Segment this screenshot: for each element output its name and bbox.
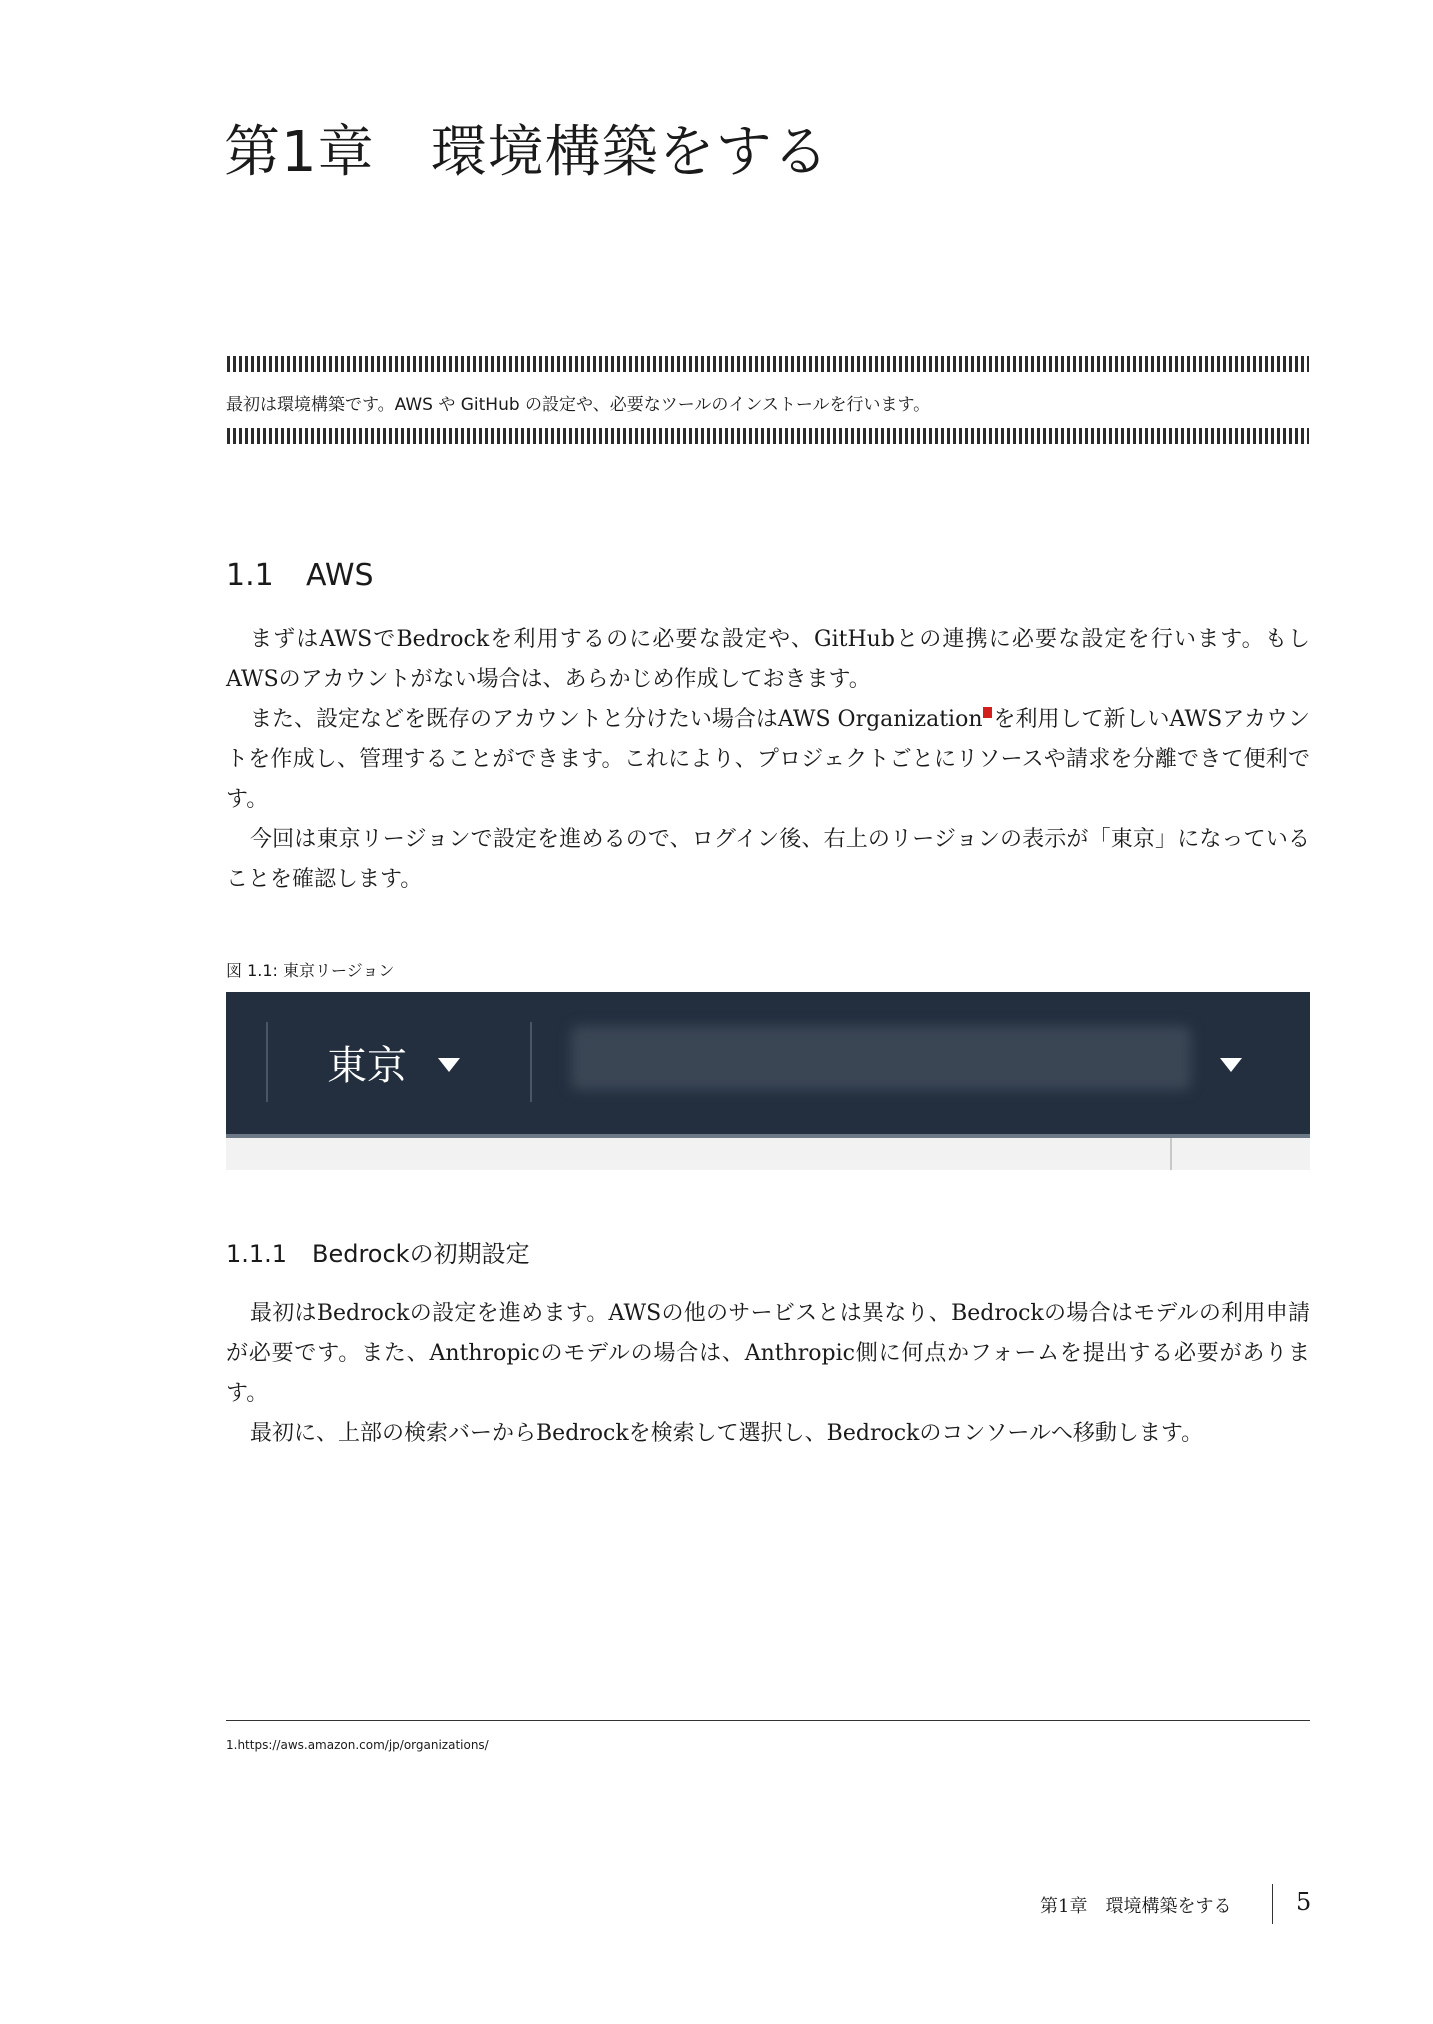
subsection-body (226, 1294, 1310, 1454)
footnote-link[interactable]: 1.https://aws.amazon.com/jp/organizations/ (226, 1738, 489, 1752)
blurred-account-info (571, 1026, 1191, 1090)
paragraph: 今回は東京リージョンで設定を進めるので、ログイン後、右上のリージョンの表示が「東京」になっていることを確認します。 (226, 827, 1310, 892)
chapter-name: 環境構築をする (430, 120, 830, 185)
divider (1272, 1884, 1273, 1924)
divider (266, 1022, 268, 1102)
section-heading (226, 558, 374, 593)
footnote-rule (226, 1720, 1310, 1721)
subsection-heading (226, 1234, 530, 1269)
paragraph: 最初に、上部の検索バーからBedrockを検索して選択し、Bedrockのコンソールへ移動します。 (250, 1421, 1204, 1446)
subsection-title: Bedrockの初期設定 (312, 1240, 530, 1268)
abstract-bottom-rule (227, 428, 1309, 444)
abstract-top-rule (227, 356, 1309, 372)
chevron-down-icon (1220, 1058, 1242, 1072)
figure-caption: 図 1.1: 東京リージョン (226, 961, 395, 980)
region-selector-label: 東京 (327, 1043, 407, 1089)
paragraph: まずはAWSでBedrockを利用するのに必要な設定や、GitHubとの連携に必要な設定を行います。もしAWSのアカウントがない場合は、あらかじめ作成しておきます。 (226, 627, 1310, 692)
chapter-number: 第1章 (224, 120, 375, 185)
running-title: 第1章 環境構築をする (1040, 1896, 1232, 1917)
subsection-number: 1.1.1 (226, 1240, 288, 1268)
paragraph: 最初はBedrockの設定を進めます。AWSの他のサービスとは異なり、Bedrockの場合はモデルの利用申請が必要です。また、Anthropicのモデルの場合は、Anthropic側に何点かフォームを提出する必要があります。 (226, 1301, 1310, 1406)
chapter-title (224, 108, 830, 188)
region-screenshot-figure (226, 992, 1310, 1170)
divider (530, 1022, 532, 1102)
section-number: 1.1 (226, 558, 274, 593)
divider (1170, 1138, 1172, 1170)
chevron-down-icon (438, 1058, 460, 1072)
section-title: AWS (306, 558, 374, 593)
console-subbar (226, 1134, 1310, 1170)
page-number: 5 (1296, 1888, 1312, 1916)
footnote-marker-icon[interactable] (983, 707, 992, 718)
section-body (226, 620, 1310, 900)
chapter-abstract: 最初は環境構築です。AWS や GitHub の設定や、必要なツールのインストールを行います。 (226, 395, 931, 415)
paragraph (226, 700, 1310, 820)
paragraph-text: また、設定などを既存のアカウントと分けたい場合はAWS Organization (250, 707, 983, 732)
paragraph-text: を利用して新しいAWSアカウントを作成し、管理することができます。これにより、プロジェクトごとにリソースや請求を分離できて便利です。 (226, 707, 1310, 812)
